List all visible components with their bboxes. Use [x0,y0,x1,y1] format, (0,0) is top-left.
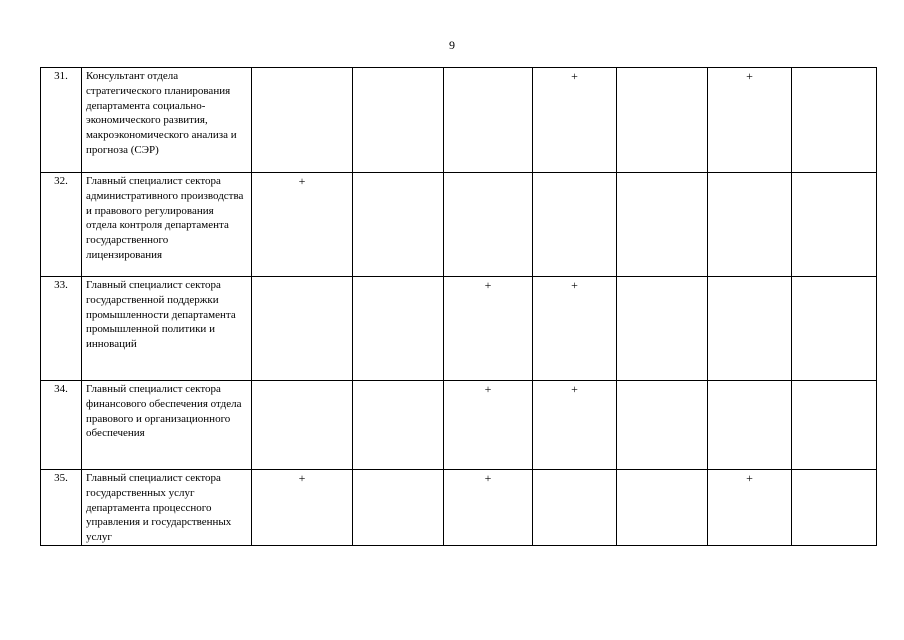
row-number: 32. [41,173,82,277]
mark-cell [252,68,353,173]
mark-cell: + [708,470,792,546]
mark-cell [533,470,617,546]
row-number: 31. [41,68,82,173]
mark-cell: + [533,381,617,470]
mark-cell [444,68,533,173]
mark-cell [252,381,353,470]
mark-cell [617,381,708,470]
mark-cell [353,470,444,546]
mark-cell: + [533,277,617,381]
row-number: 35. [41,470,82,546]
mark-cell [792,68,877,173]
position-title: Главный специалист сектора административного производства и правового регулирования отдела контроля департамента государственного лицензирования [82,173,252,277]
mark-cell [792,277,877,381]
mark-cell: + [444,470,533,546]
mark-cell [792,173,877,277]
mark-cell [708,381,792,470]
mark-cell [708,277,792,381]
mark-cell [792,470,877,546]
mark-cell: + [444,277,533,381]
position-title: Главный специалист сектора финансового обеспечения отдела правового и организационного обеспечения [82,381,252,470]
positions-table [40,67,877,546]
mark-cell [353,381,444,470]
row-number: 34. [41,381,82,470]
mark-cell [353,277,444,381]
mark-cell: + [708,68,792,173]
position-title: Главный специалист сектора государственных услуг департамента процессного управления и государственных услуг [82,470,252,546]
table-row [41,381,877,470]
page-number: 9 [449,38,455,52]
mark-cell [617,470,708,546]
mark-cell [792,381,877,470]
mark-cell [617,277,708,381]
table-row [41,173,877,277]
mark-cell [617,68,708,173]
mark-cell [353,68,444,173]
table-row [41,68,877,173]
mark-cell: + [444,381,533,470]
row-number: 33. [41,277,82,381]
mark-cell [252,277,353,381]
table-row [41,277,877,381]
position-title: Консультант отдела стратегического планирования департамента социально-экономического развития, макроэкономического анализа и прогноза (СЭР) [82,68,252,173]
mark-cell: + [252,470,353,546]
mark-cell [533,173,617,277]
mark-cell [617,173,708,277]
position-title: Главный специалист сектора государственной поддержки промышленности департамента промышленной политики и инноваций [82,277,252,381]
table-row [41,470,877,546]
mark-cell [708,173,792,277]
mark-cell [353,173,444,277]
mark-cell [444,173,533,277]
mark-cell: + [533,68,617,173]
mark-cell: + [252,173,353,277]
